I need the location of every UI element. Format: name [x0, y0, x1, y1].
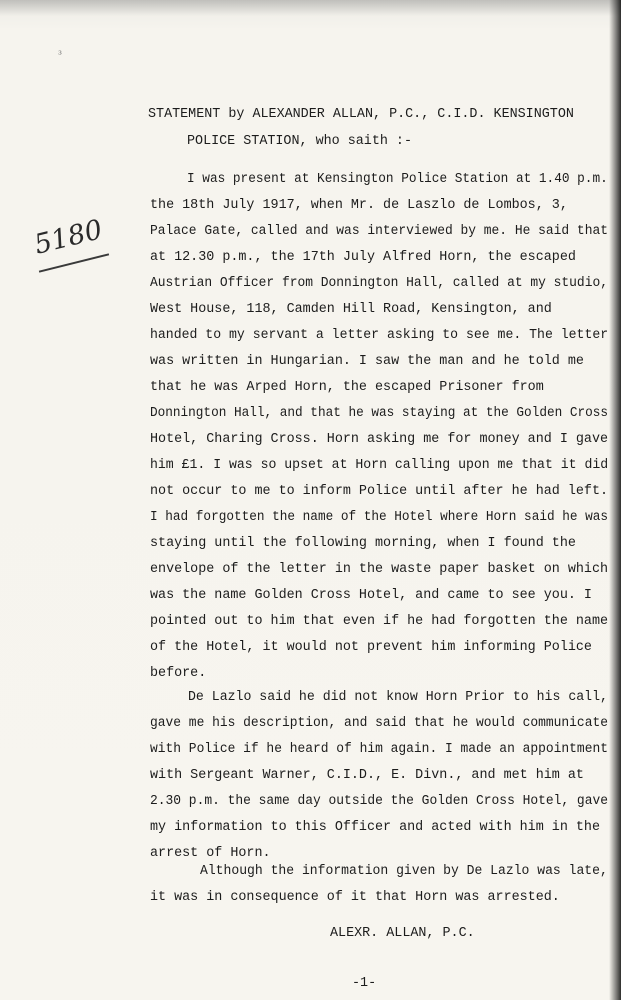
body-line: was written in Hungarian. I saw the man and he told me [150, 354, 584, 369]
body-line: envelope of the letter in the waste paper basket on which [150, 562, 609, 577]
signature: ALEXR. ALLAN, P.C. [330, 926, 475, 941]
body-line: it was in consequence of it that Horn was arrested. [150, 890, 560, 905]
body-line: arrest of Horn. [150, 846, 271, 861]
scan-right-edge [609, 0, 621, 1000]
body-line: De Lazlo said he did not know Horn Prior to his call, [188, 690, 608, 705]
body-line: at 12.30 p.m., the 17th July Alfred Horn, the escaped [150, 250, 576, 265]
scan-top-shadow [0, 0, 621, 16]
body-line: handed to my servant a letter asking to see me. The letter [150, 328, 609, 343]
body-line: gave me his description, and said that he would communicate [150, 716, 608, 731]
body-line: before. [150, 666, 207, 681]
body-line: Hotel, Charing Cross. Horn asking me for money and I gave [150, 432, 609, 447]
body-line: not occur to me to inform Police until after he had left. [150, 484, 609, 499]
marginal-mark: ³ [58, 50, 63, 61]
body-line: the 18th July 1917, when Mr. de Laszlo de Lombos, 3, [150, 198, 568, 213]
body-line: with Police if he heard of him again. I made an appointment [150, 742, 608, 757]
body-line: Donnington Hall, and that he was staying at the Golden Cross [150, 406, 609, 421]
body-line: I had forgotten the name of the Hotel where Horn said he was [150, 510, 609, 525]
body-line: West House, 118, Camden Hill Road, Kensington, and [150, 302, 552, 317]
body-line: Palace Gate, called and was interviewed by me. He said that [150, 224, 608, 239]
body-line: pointed out to him that even if he had forgotten the name [150, 614, 609, 629]
statement-heading-line-1: STATEMENT by ALEXANDER ALLAN, P.C., C.I.D. KENSINGTON [148, 107, 574, 122]
statement-heading-line-2: POLICE STATION, who saith :- [187, 134, 412, 149]
body-line: with Sergeant Warner, C.I.D., E. Divn., and met him at [150, 768, 584, 783]
body-line: 2.30 p.m. the same day outside the Golden Cross Hotel, gave [150, 794, 608, 809]
body-line: that he was Arped Horn, the escaped Prisoner from [150, 380, 544, 395]
page-number: -1- [352, 976, 377, 991]
body-line: him £1. I was so upset at Horn calling upon me that it did [150, 458, 609, 473]
body-line: Although the information given by De Lazlo was late, [200, 864, 608, 879]
body-line: of the Hotel, it would not prevent him informing Police [150, 640, 592, 655]
body-line: I was present at Kensington Police Station at 1.40 p.m. [187, 172, 608, 187]
handwritten-reference-number: 5180 [31, 214, 106, 261]
body-line: Austrian Officer from Donnington Hall, called at my studio, [150, 276, 608, 291]
body-line: my information to this Officer and acted with him in the [150, 820, 600, 835]
body-line: was the name Golden Cross Hotel, and came to see you. I [150, 588, 592, 603]
body-line: staying until the following morning, when I found the [150, 536, 576, 551]
